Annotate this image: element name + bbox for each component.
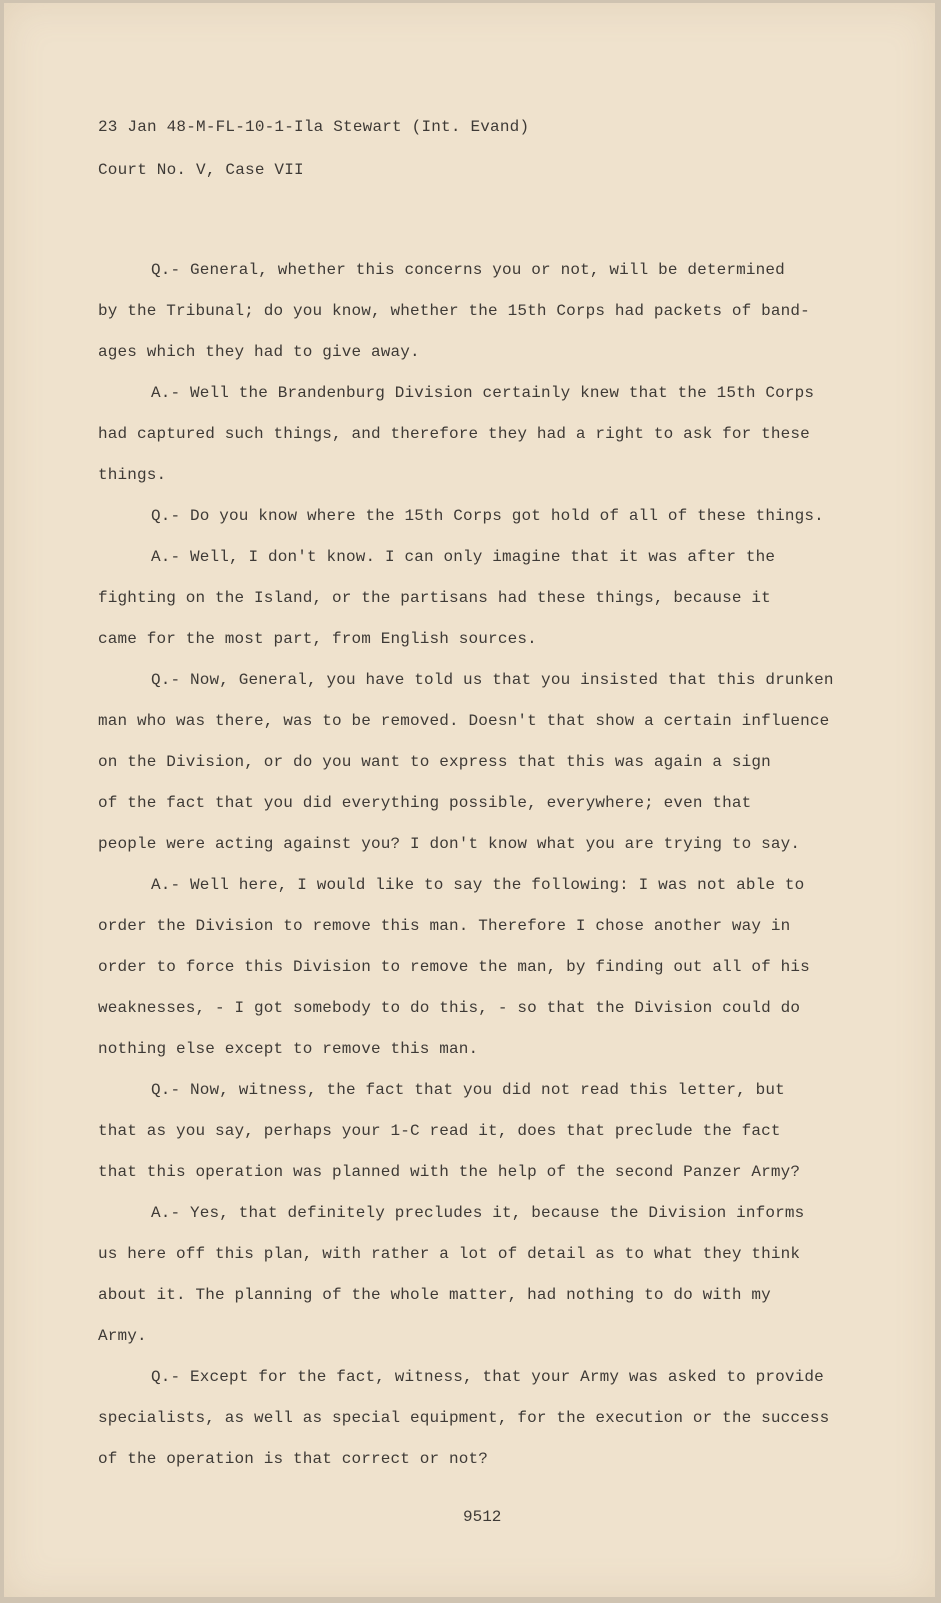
transcript-line: nothing else except to remove this man. [98, 1040, 479, 1058]
transcript-line: order to force this Division to remove the man, by finding out all of his [98, 958, 810, 976]
page-number: 9512 [463, 1508, 502, 1526]
transcript-line: about it. The planning of the whole matter, had nothing to do with my [98, 1286, 771, 1304]
transcript-line: ages which they had to give away. [98, 343, 420, 361]
transcript-line: A.- Well the Brandenburg Division certainly knew that the 15th Corps [151, 384, 815, 402]
transcript-line: specialists, as well as special equipment, for the execution or the success [98, 1409, 830, 1427]
transcript-line: us here off this plan, with rather a lot of detail as to what they think [98, 1245, 801, 1263]
transcript-line: of the fact that you did everything possible, everywhere; even that [98, 794, 752, 812]
transcript-line: Q.- Now, witness, the fact that you did not read this letter, but [151, 1081, 785, 1099]
transcript-line: A.- Well, I don't know. I can only imagine that it was after the [151, 548, 776, 566]
transcript-line: Q.- Except for the fact, witness, that your Army was asked to provide [151, 1368, 824, 1386]
transcript-line: order the Division to remove this man. Therefore I chose another way in [98, 917, 791, 935]
transcript-line: had captured such things, and therefore they had a right to ask for these [98, 425, 810, 443]
court-case-label: Court No. V, Case VII [98, 161, 304, 179]
transcript-line: Q.- General, whether this concerns you or not, will be determined [151, 261, 785, 279]
transcript-line: came for the most part, from English sources. [98, 630, 537, 648]
transcript-line: on the Division, or do you want to express that this was again a sign [98, 753, 771, 771]
transcript-line: Q.- Do you know where the 15th Corps got hold of all of these things. [151, 507, 824, 525]
transcript-line: that this operation was planned with the help of the second Panzer Army? [98, 1163, 801, 1181]
transcript-line: things. [98, 466, 167, 484]
transcript-line: Army. [98, 1327, 147, 1345]
transcript-line: A.- Well here, I would like to say the following: I was not able to [151, 876, 805, 894]
transcript-line: people were acting against you? I don't know what you are trying to say. [98, 835, 801, 853]
transcript-line: that as you say, perhaps your 1-C read it, does that preclude the fact [98, 1122, 781, 1140]
document-page [4, 3, 935, 1597]
transcript-line: by the Tribunal; do you know, whether the 15th Corps had packets of band- [98, 302, 810, 320]
transcript-line: Q.- Now, General, you have told us that you insisted that this drunken [151, 671, 834, 689]
document-reference: 23 Jan 48-M-FL-10-1-Ila Stewart (Int. Evand) [98, 118, 530, 136]
transcript-line: weaknesses, - I got somebody to do this, - so that the Division could do [98, 999, 801, 1017]
transcript-line: fighting on the Island, or the partisans had these things, because it [98, 589, 771, 607]
transcript-line: A.- Yes, that definitely precludes it, because the Division informs [151, 1204, 805, 1222]
transcript-line: of the operation is that correct or not? [98, 1450, 489, 1468]
transcript-line: man who was there, was to be removed. Doesn't that show a certain influence [98, 712, 830, 730]
